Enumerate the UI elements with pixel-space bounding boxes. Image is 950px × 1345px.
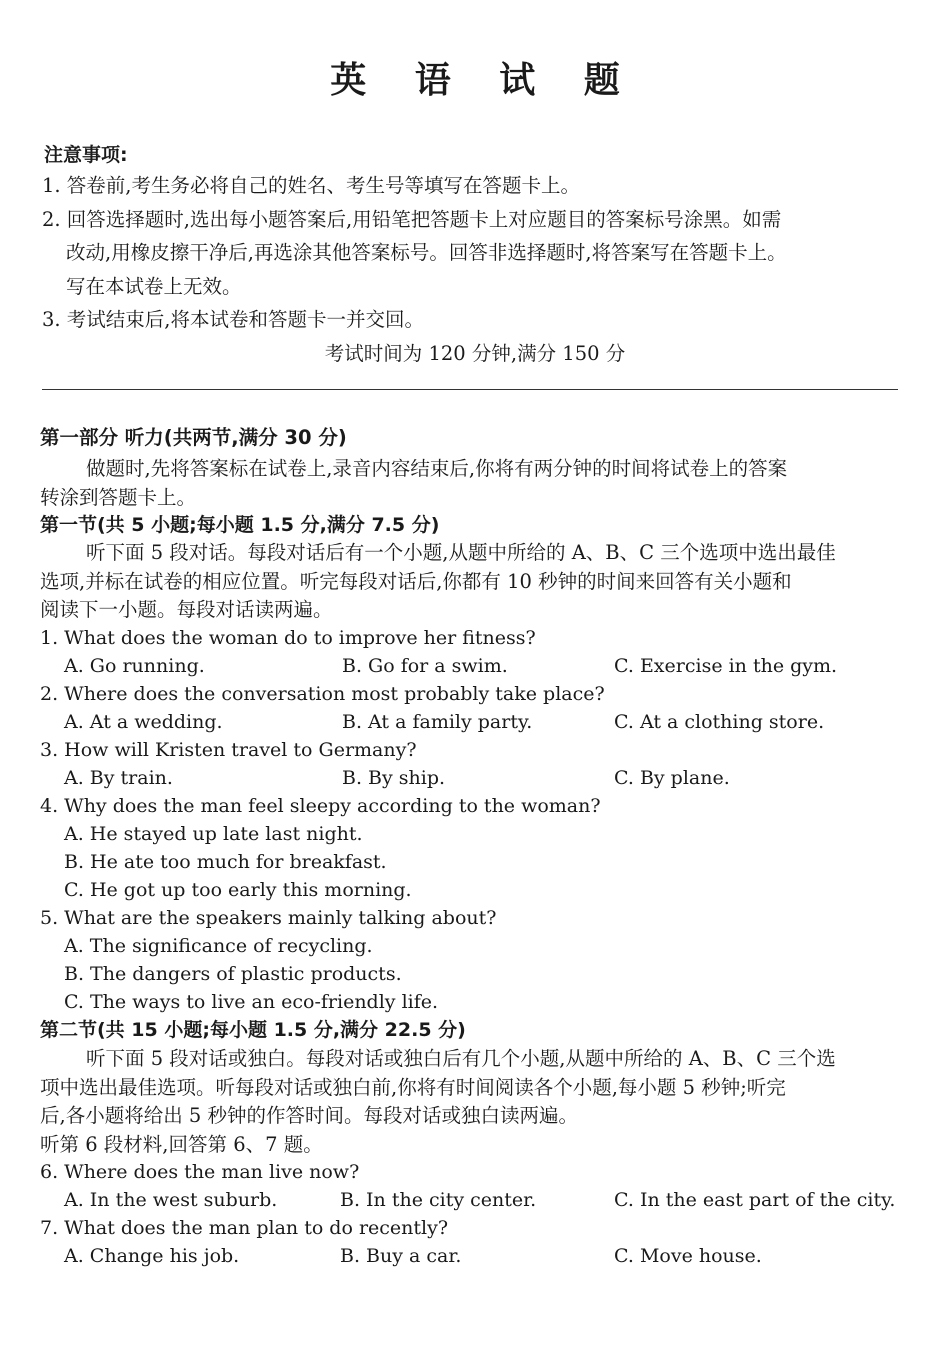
section2-intro: 听下面 5 段对话或独白。每段对话或独白后有几个小题,从题中所给的 A、B、C 三个选 — [86, 1047, 836, 1070]
note-item: 2. 回答选择题时,选出每小题答案后,用铅笔把答题卡上对应题目的答案标号涂黑。如需 — [42, 208, 782, 231]
section1-intro: 听下面 5 段对话。每段对话后有一个小题,从题中所给的 A、B、C 三个选项中选出最佳 — [86, 541, 836, 564]
question: 4. Why does the man feel sleepy according to the woman? — [40, 795, 601, 817]
question: 7. What does the man plan to do recently? — [40, 1217, 449, 1239]
option-a: A. Go running. — [64, 655, 205, 677]
option-b: B. At a family party. — [342, 711, 533, 733]
option-c: C. He got up too early this morning. — [64, 879, 412, 901]
option-c: C. At a clothing store. — [614, 711, 825, 733]
note-item: 1. 答卷前,考生务必将自己的姓名、考生号等填写在答题卡上。 — [42, 174, 581, 197]
option-b: B. Go for a swim. — [342, 655, 508, 677]
notes-heading: 注意事项: — [44, 144, 128, 166]
note-item: 改动,用橡皮擦干净后,再选涂其他答案标号。回答非选择题时,将答案写在答题卡上。 — [66, 241, 787, 264]
option-c: C. By plane. — [614, 767, 730, 789]
option-a: A. At a wedding. — [64, 711, 223, 733]
section1-intro: 选项,并标在试卷的相应位置。听完每段对话后,你都有 10 秒钟的时间来回答有关小题和 — [40, 570, 792, 593]
option-c: C. Exercise in the gym. — [614, 655, 838, 677]
option-c: C. Move house. — [614, 1245, 762, 1267]
exam-time: 考试时间为 120 分钟,满分 150 分 — [324, 342, 626, 365]
option-a: A. Change his job. — [64, 1245, 240, 1267]
material-label: 听第 6 段材料,回答第 6、7 题。 — [40, 1133, 323, 1156]
part1-intro: 转涂到答题卡上。 — [40, 486, 197, 509]
note-item: 写在本试卷上无效。 — [66, 275, 242, 298]
question: 5. What are the speakers mainly talking about? — [40, 907, 497, 929]
option-c: C. The ways to live an eco-friendly life. — [64, 991, 439, 1013]
option-a: A. In the west suburb. — [64, 1189, 278, 1211]
option-a: A. By train. — [64, 767, 173, 789]
section2-intro: 后,各小题将给出 5 秒钟的作答时间。每段对话或独白读两遍。 — [40, 1104, 579, 1127]
option-b: B. He ate too much for breakfast. — [64, 851, 387, 873]
part1-intro: 做题时,先将答案标在试卷上,录音内容结束后,你将有两分钟的时间将试卷上的答案 — [86, 457, 788, 480]
question: 6. Where does the man live now? — [40, 1161, 360, 1183]
option-b: B. Buy a car. — [340, 1245, 462, 1267]
option-c: C. In the east part of the city. — [614, 1189, 896, 1211]
note-item: 3. 考试结束后,将本试卷和答题卡一并交回。 — [42, 308, 425, 331]
option-a: A. He stayed up late last night. — [64, 823, 363, 845]
divider — [42, 389, 898, 390]
option-b: B. In the city center. — [340, 1189, 537, 1211]
section1-intro: 阅读下一小题。每段对话读两遍。 — [40, 598, 333, 621]
question: 1. What does the woman do to improve her fitness? — [40, 627, 536, 649]
question: 3. How will Kristen travel to Germany? — [40, 739, 417, 761]
section2-heading: 第二节(共 15 小题;每小题 1.5 分,满分 22.5 分) — [40, 1019, 466, 1041]
page-title: 英 语 试 题 — [330, 60, 638, 101]
section2-intro: 项中选出最佳选项。听每段对话或独白前,你将有时间阅读各个小题,每小题 5 秒钟;听完 — [40, 1076, 786, 1099]
option-a: A. The significance of recycling. — [64, 935, 373, 957]
section1-heading: 第一节(共 5 小题;每小题 1.5 分,满分 7.5 分) — [40, 514, 440, 536]
part1-heading: 第一部分 听力(共两节,满分 30 分) — [40, 426, 347, 449]
option-b: B. The dangers of plastic products. — [64, 963, 402, 985]
option-b: B. By ship. — [342, 767, 446, 789]
question: 2. Where does the conversation most probably take place? — [40, 683, 605, 705]
